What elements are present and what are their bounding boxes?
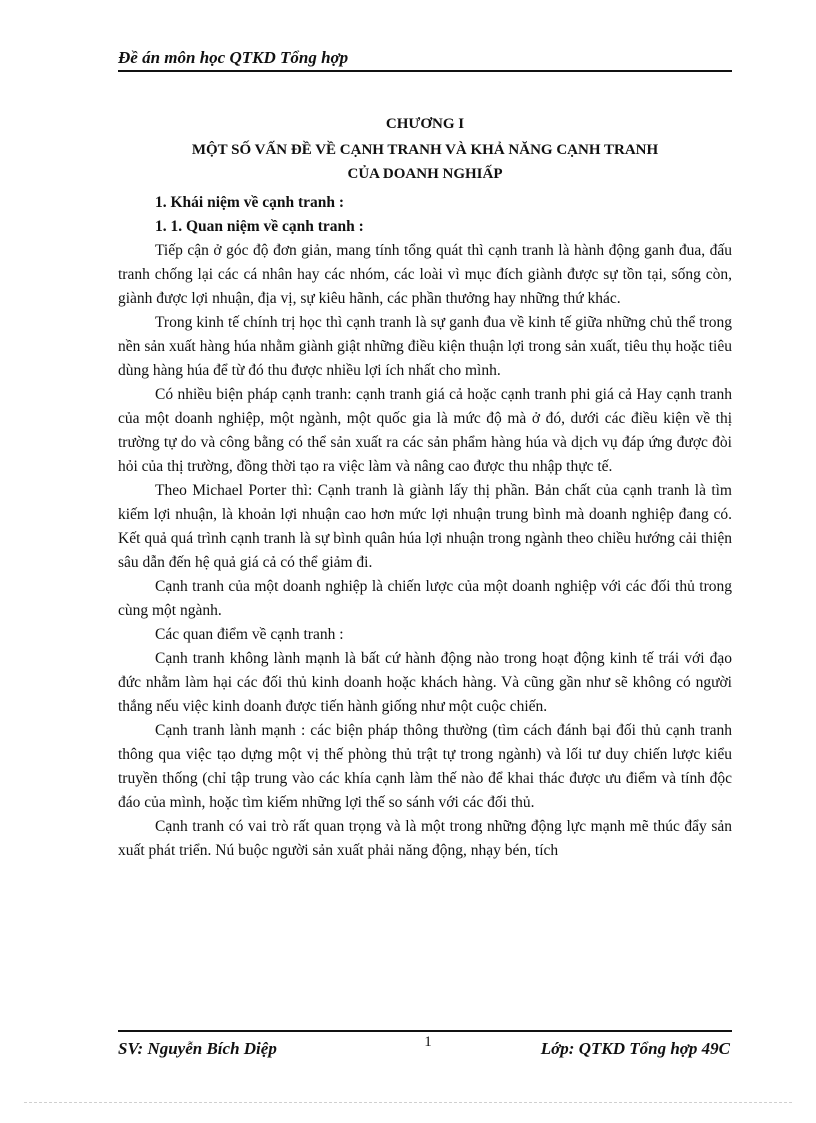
paragraph: Cạnh tranh lành mạnh : các biện pháp thông thường (tìm cách đánh bại đối thủ cạnh tranh thông qua việc tạo dựng một vị thế phòng thủ trật tự trong ngành) và lối tư duy chiến lược kiểu truyền thống (chỉ tập trung vào các khía cạnh làm thế nào để khai thác được ưu điểm và tính độc đáo của mình, hoặc tìm kiếm những lợi thế so sánh với các đối thủ. — [118, 722, 732, 811]
paragraph: Trong kinh tế chính trị học thì cạnh tranh là sự ganh đua về kinh tế giữa những chủ thể trong nền sản xuất hàng húa nhằm giành giật những điều kiện thuận lợi trong sản xuất, tiêu thụ hoặc tiêu dùng hàng húa để từ đó thu được nhiều lợi ích nhất cho mình. — [118, 314, 732, 379]
chapter-title-line-1: MỘT SỐ VẤN ĐỀ VỀ CẠNH TRANH VÀ KHẢ NĂNG CẠNH TRANH — [191, 142, 659, 158]
section-heading-1: 1. Khái niệm về cạnh tranh : — [155, 194, 345, 211]
paragraph: Các quan điểm về cạnh tranh : — [155, 626, 344, 643]
footer-rule — [118, 1030, 732, 1032]
chapter-title-line-2: CỦA DOANH NGHIẤP — [347, 166, 503, 182]
footer-class: Lớp: QTKD Tổng hợp 49C — [540, 1039, 730, 1058]
page-edge-divider — [24, 1102, 792, 1103]
paragraph: Tiếp cận ở góc độ đơn giản, mang tính tổng quát thì cạnh tranh là hành động ganh đua, đấu tranh chống lại các cá nhân hay các nhóm, các loài vì mục đích giành được sự tồn tại, sống còn, giành được lợi nhuận, địa vị, sự kiêu hãnh, các phần thưởng hay những thứ khác. — [118, 242, 732, 307]
chapter-number: CHƯƠNG I — [385, 116, 465, 132]
header-rule — [118, 70, 732, 72]
paragraph: Theo Michael Porter thì: Cạnh tranh là giành lấy thị phần. Bản chất của cạnh tranh là tìm kiếm lợi nhuận, là khoản lợi nhuận cao hơn mức lợi nhuận trung bình mà doanh nghiệp đang có. Kết quả quá trình cạnh tranh là sự bình quân húa lợi nhuận trong ngành theo chiều hướng cải thiện sâu dẫn đến hệ quả giá cả có thể giảm đi. — [118, 482, 732, 571]
paragraph: Cạnh tranh của một doanh nghiệp là chiến lược của một doanh nghiệp với các đối thủ trong cùng một ngành. — [118, 578, 732, 619]
footer-student-name: SV: Nguyễn Bích Diệp — [118, 1039, 277, 1058]
paragraph: Cạnh tranh không lành mạnh là bất cứ hành động nào trong hoạt động kinh tế trái với đạo đức nhằm làm hại các đối thủ kinh doanh hoặc khách hàng. Và cũng gần như sẽ không có người thắng nếu việc kinh doanh được tiến hành giống như một cuộc chiến. — [118, 650, 732, 715]
section-heading-1-1: 1. 1. Quan niệm về cạnh tranh : — [155, 218, 364, 235]
body-text — [118, 191, 732, 863]
paragraph: Có nhiều biện pháp cạnh tranh: cạnh tranh giá cả hoặc cạnh tranh phi giá cả Hay cạnh tranh của một doanh nghiệp, một ngành, một quốc gia là mức độ mà ở đó, dưới các điều kiện về thị trường tự do và công bằng có thể sản xuất ra các sản phẩm hàng húa và dịch vụ đáp ứng được đòi hỏi của thị trường, đồng thời tạo ra việc làm và nâng cao được thu nhập thực tế. — [118, 386, 732, 475]
page-number: 1 — [424, 1034, 432, 1050]
paragraph: Cạnh tranh có vai trò rất quan trọng và là một trong những động lực mạnh mẽ thúc đẩy sản xuất phát triển. Nú buộc người sản xuất phải năng động, nhạy bén, tích — [118, 818, 732, 859]
header-title: Đề án môn học QTKD Tổng hợp — [118, 48, 349, 67]
